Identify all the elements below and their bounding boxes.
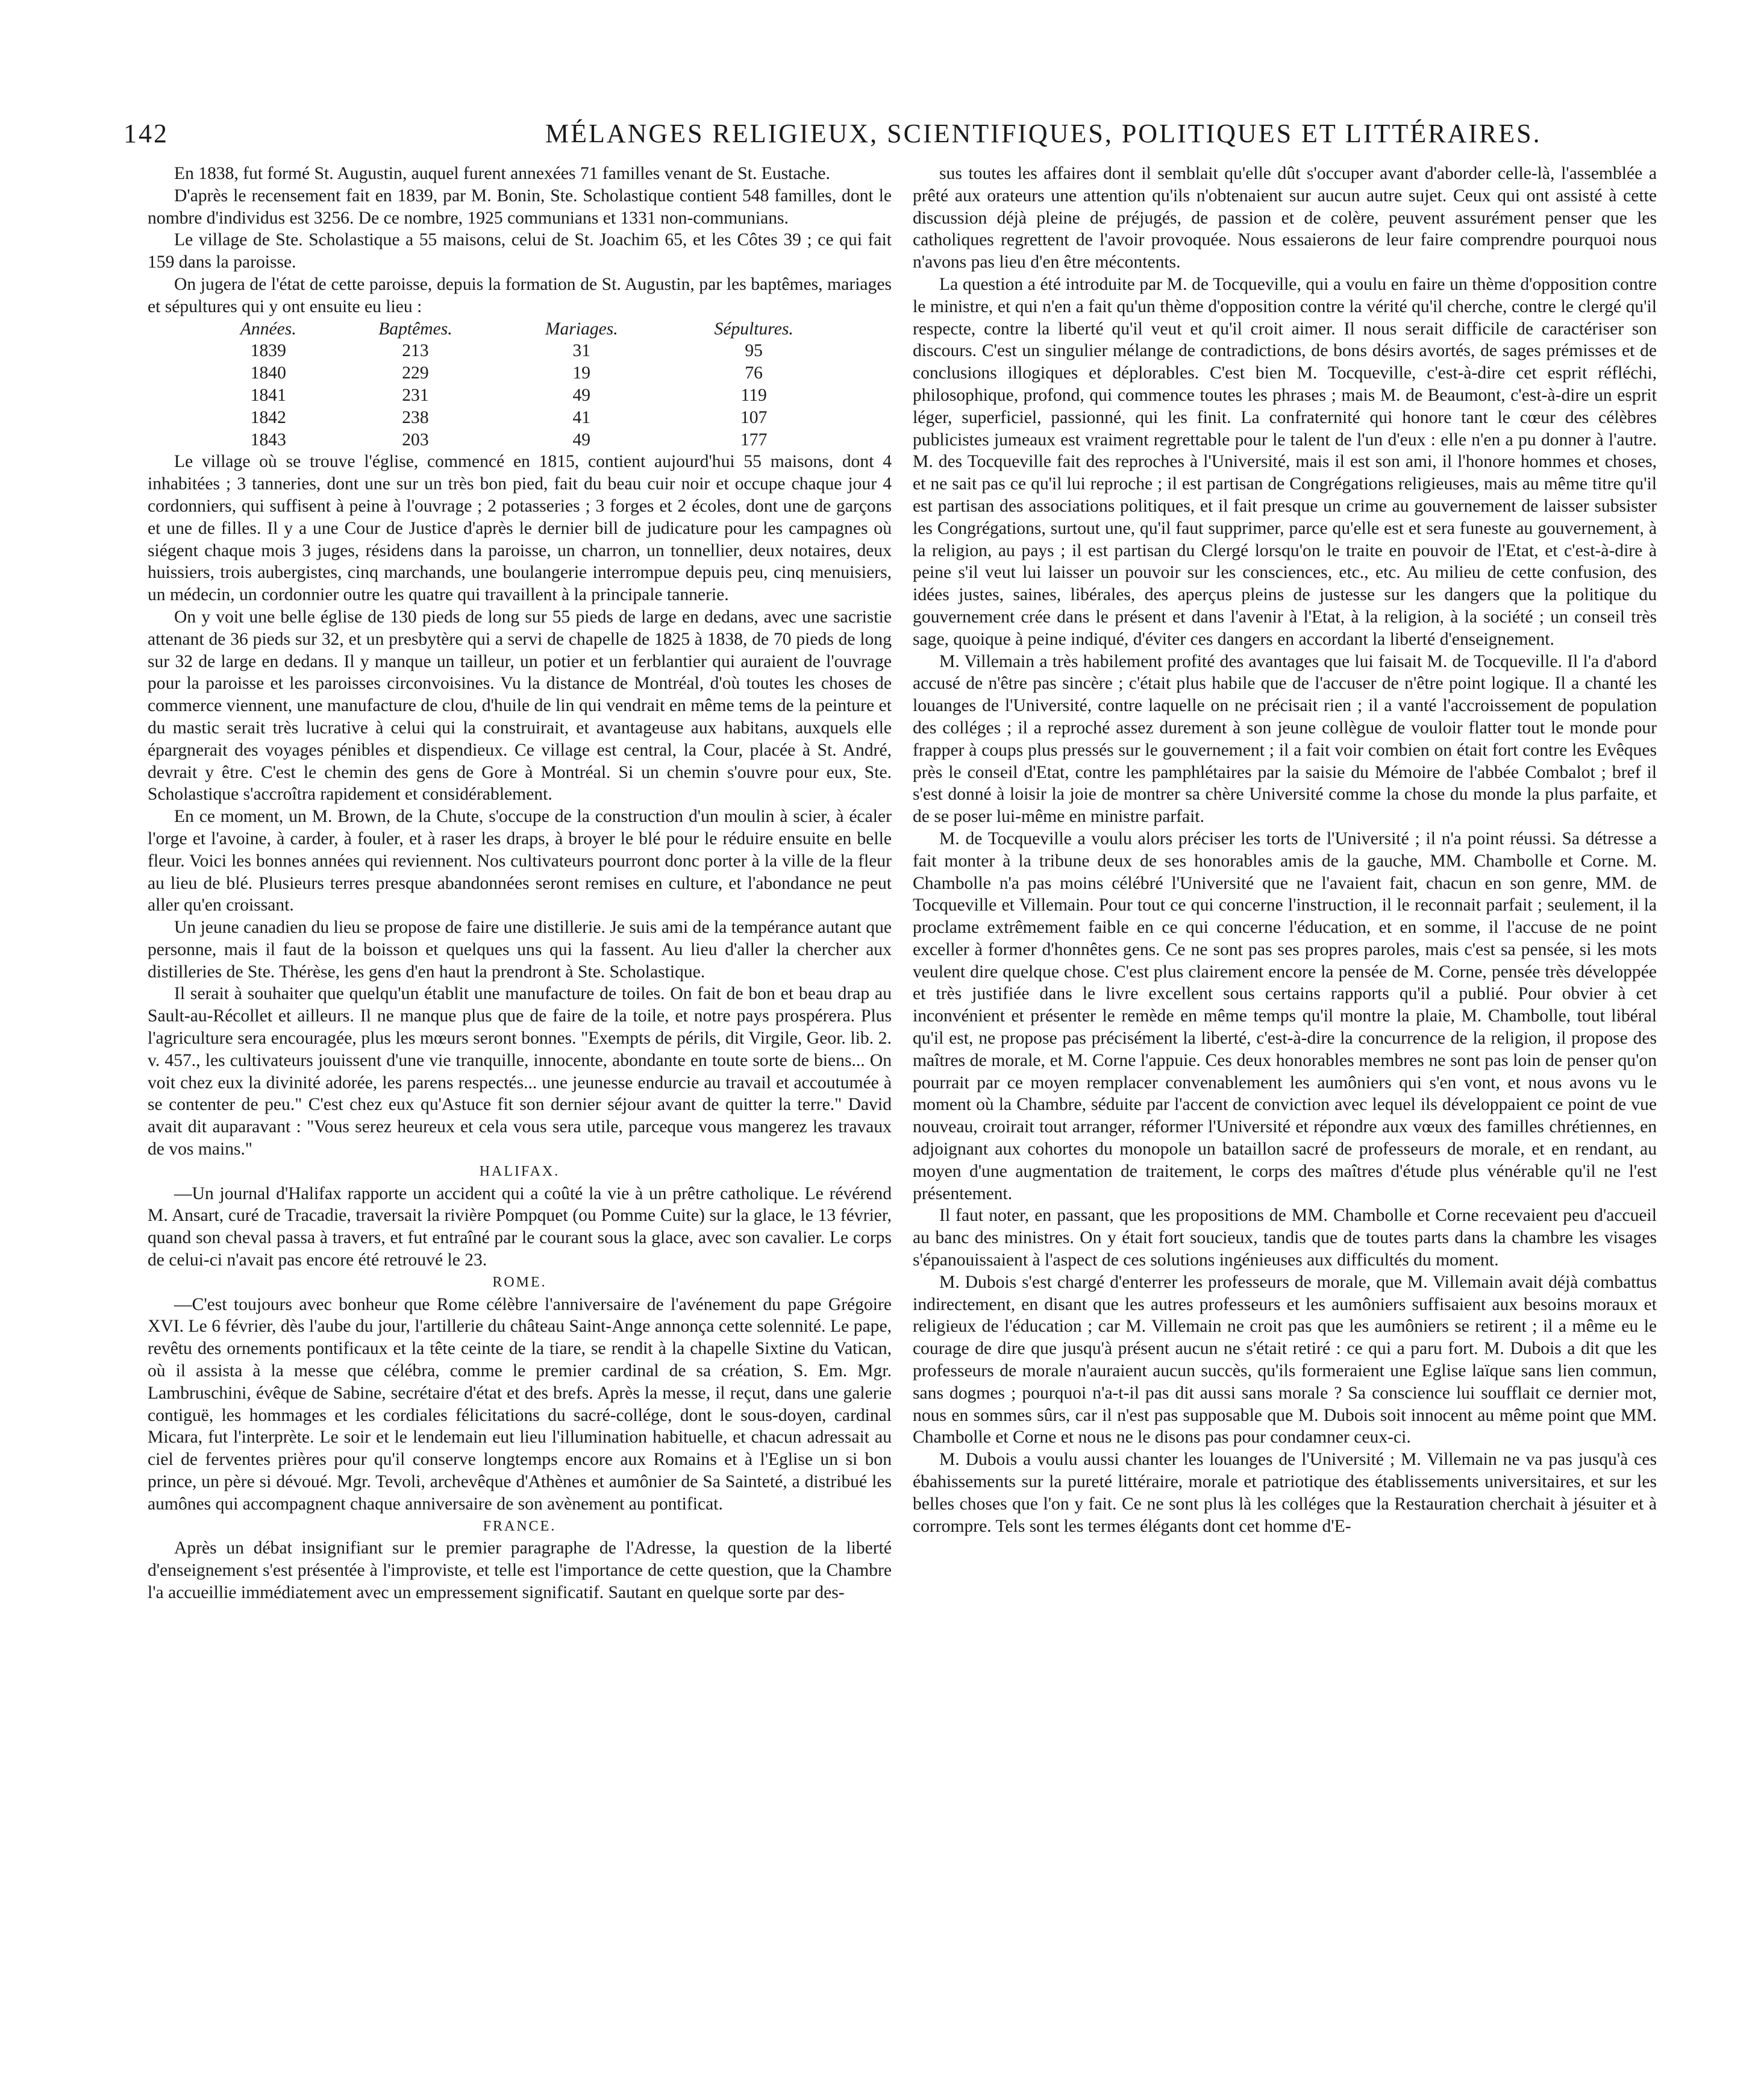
page-number: 142 xyxy=(124,119,169,148)
paragraph: Il serait à souhaiter que quelqu'un établit une manufacture de toiles. On fait de bon et beau drap au Sault-au-Récollet et ailleurs. Il ne manque plus que de faire de la toile, et notre pays prospérera. Plus l'agriculture sera encouragée, plus les mœurs seront bonnes. "Exempts de périls, dit Virgile, Geor. lib. 2. v. 457., les cultivateurs jouissent d'une vie tranquille, innocente, abondante en toute sorte de biens... On voit chez eux la divinité adorée, les parens respectés... une jeunesse endurcie au travail et accoutumée à se contenter de peu." C'est chez eux qu'Astuce fit son dernier séjour avant de quitter la terre." David avait dit auparavant : "Vous serez heureux et cela vous sera utile, parceque vous mangerez les travaux de vos mains." xyxy=(148,984,892,1159)
parish-statistics-table xyxy=(205,318,843,451)
column-header: Mariages. xyxy=(545,319,618,339)
paragraph: —Un journal d'Halifax rapporte un accident qui a coûté la vie à un prêtre catholique. Le révérend M. Ansart, curé de Tracadie, traversait la rivière Pompquet (ou Pomme Cuite) sur la glace, le 13 février, quand son cheval passa à travers, et fut entraîné par le courant sous la glace, avec son cavalier. Le corps de celui-ci n'avait pas encore été retrouvé le 23. xyxy=(148,1183,892,1270)
paragraph: En 1838, fut formé St. Augustin, auquel furent annexées 71 familles venant de St. Eustache. xyxy=(174,164,830,183)
marriages-cell: 41 xyxy=(572,407,591,427)
table-row xyxy=(205,384,843,407)
table-row xyxy=(205,340,843,362)
column-header: Baptêmes. xyxy=(378,319,452,339)
baptisms-cell: 203 xyxy=(402,430,429,450)
burials-cell: 177 xyxy=(740,430,768,450)
baptisms-cell: 231 xyxy=(402,385,429,405)
column-header: Sépultures. xyxy=(714,319,793,339)
right-column xyxy=(913,163,1657,2085)
paragraph: M. Villemain a très habilement profité des avantages que lui faisait M. de Tocqueville. Il l'a d'abord accusé de n'être pas sincère ; c'était plus habile que de l'accuser de n'être point logique. Il a chanté les louanges de l'Université, contre laquelle on ne précisait rien ; il a vanté l'accroissement de population des colléges ; il a reproché assez durement à son jeune collègue de vouloir flatter tout le monde pour frapper à coups plus pressés sur le gouvernement ; il a fait voir combien on était fort contre les Evêques près le conseil d'Etat, contre les pamphlétaires par la saisie du Mémoire de l'abbée Combalot ; bref il s'est donné à loisir la joie de montrer sa chère Université comme la chose du monde la plus parfaite, et de se poser lui-même en ministre parfait. xyxy=(913,651,1657,827)
baptisms-cell: 213 xyxy=(402,341,429,361)
section-heading-rome: ROME. xyxy=(492,1274,547,1290)
section-heading-france: FRANCE. xyxy=(483,1518,557,1534)
paragraph: D'après le recensement fait en 1839, par M. Bonin, Ste. Scholastique contient 548 familles, dont le nombre d'individus est 3256. De ce nombre, 1925 communians et 1331 non-communians. xyxy=(148,186,892,228)
table-row xyxy=(205,407,843,429)
paragraph: M. Dubois a voulu aussi chanter les louanges de l'Université ; M. Villemain ne va pas jusqu'à ces ébahissements sur la pureté littéraire, morale et patriotique des établissements universitaires, et sur les belles choses que l'on y fait. Ce ne sont plus là les colléges que la Restauration cherchait à jésuiter et à corrompre. Tels sont les termes élégants dont cet homme d'E- xyxy=(913,1450,1657,1536)
year-cell: 1840 xyxy=(250,363,286,383)
column-header: Années. xyxy=(240,319,296,339)
paragraph: En ce moment, un M. Brown, de la Chute, s'occupe de la construction d'un moulin à scier, à écaler l'orge et l'avoine, à carder, à fouler, et à raser les draps, à broyer le blé pour le réduire ensuite en belle fleur. Voici les bonnes années qui reviennent. Nos cultivateurs pourront donc porter à la ville de la fleur au lieu de blé. Plusieurs terres presque abandonnées seront remises en culture, et l'abondance ne peut aller qu'en croissant. xyxy=(148,807,892,915)
table-row xyxy=(205,362,843,384)
paragraph: Le village de Ste. Scholastique a 55 maisons, celui de St. Joachim 65, et les Côtes 39 ; ce qui fait 159 dans la paroisse. xyxy=(148,230,892,272)
burials-cell: 107 xyxy=(740,407,768,427)
left-column xyxy=(148,163,892,2085)
running-title: MÉLANGES RELIGIEUX, SCIENTIFIQUES, POLITIQUES ET LITTÉRAIRES. xyxy=(545,119,1542,148)
running-head xyxy=(124,118,1648,160)
burials-cell: 76 xyxy=(745,363,763,383)
table-row xyxy=(205,429,843,451)
year-cell: 1839 xyxy=(250,341,286,361)
paragraph: Un jeune canadien du lieu se propose de faire une distillerie. Je suis ami de la tempérance autant que personne, mais il faut de la boisson et quelques uns qui la fassent. Au lieu d'aller la chercher aux distilleries de Ste. Thérèse, les gens d'en haut la prendront à Ste. Scholastique. xyxy=(148,918,892,982)
burials-cell: 95 xyxy=(745,341,763,361)
paragraph: Après un débat insignifiant sur le premier paragraphe de l'Adresse, la question de la liberté d'enseignement s'est présentée à l'improviste, et telle est l'importance de cette question, que la Chambre l'a accueillie immédiatement avec un empressement significatif. Sautant en quelque sorte par des- xyxy=(148,1538,892,1602)
section-heading-halifax: HALIFAX. xyxy=(479,1163,560,1179)
paragraph: —C'est toujours avec bonheur que Rome célèbre l'anniversaire de l'avénement du pape Grégoire XVI. Le 6 février, dès l'aube du jour, l'artillerie du château Saint-Ange annonça cette solennité. Le pape, revêtu des ornements pontificaux et la tête ceinte de la tiare, se rendit à la chapelle Sixtine du Vatican, où il assista à la messe que célébra, comme le premier cardinal de sa création, S. Em. Mgr. Lambruschini, évêque de Sabine, secrétaire d'état et des brefs. Après la messe, il reçut, dans une galerie contiguë, les hommages et les cordiales félicitations du sacré-collége, dont le sous-doyen, cardinal Micara, fut l'interprète. Le soir et le lendemain eut lieu l'illumination habituelle, et chacun adressait au ciel de ferventes prières pour qu'il conserve longtemps encore aux Romains et à l'Eglise un si bon prince, un père si dévoué. Mgr. Tevoli, archevêque d'Athènes et aumônier de Sa Sainteté, a distribué les aumônes qui accompagnent chaque anniversaire de son avènement au pontificat. xyxy=(148,1294,892,1514)
paragraph: sus toutes les affaires dont il semblait qu'elle dût s'occuper avant d'aborder celle-là, l'assemblée a prêté aux orateurs une attention qu'ils n'obtenaient sur aucun autre sujet. Ceux qui ont assisté à cette discussion déjà pleine de préjugés, de passion et de colère, peuvent assurément penser que les catholiques regrettent de l'avoir provoquée. Nous essaierons de leur faire comprendre pourquoi nous n'avons pas lieu d'en être mécontents. xyxy=(913,164,1657,272)
marriages-cell: 19 xyxy=(572,363,591,383)
marriages-cell: 49 xyxy=(572,430,591,450)
table-header-row xyxy=(205,318,843,340)
burials-cell: 119 xyxy=(740,385,767,405)
marriages-cell: 31 xyxy=(572,341,591,361)
paragraph: Il faut noter, en passant, que les propositions de MM. Chambolle et Corne recevaient peu d'accueil au banc des ministres. On y était fort soucieux, tandis que de toutes parts dans la chambre les visages s'épanouissaient à l'aspect de ces solutions ingénieuses aux difficultés du moment. xyxy=(913,1206,1657,1270)
paragraph: M. Dubois s'est chargé d'enterrer les professeurs de morale, que M. Villemain avait déjà combattus indirectement, en disant que les autres professeurs et les aumôniers suffisaient aux besoins moraux et religieux de l'éducation ; car M. Villemain ne croit pas que les aumôniers se retirent ; il a même eu le courage de dire que jusqu'à présent aucun ne s'était retiré : ce qui a paru fort. M. Dubois a dit que les professeurs de morale n'auraient aucun succès, qu'ils formeraient une Eglise laïque sans lien commun, sans dogmes ; pourquoi n'a-t-il pas dit aussi sans morale ? Sa conscience lui soufflait ce dernier mot, nous en sommes sûrs, car il n'est pas supposable que M. Dubois soit innocent au même point que MM. Chambolle et Corne et nous ne le disons pas pour condamner ceux-ci. xyxy=(913,1272,1657,1447)
baptisms-cell: 238 xyxy=(402,407,429,427)
paragraph: On y voit une belle église de 130 pieds de long sur 55 pieds de large en dedans, avec une sacristie attenant de 36 pieds sur 32, et un presbytère qui a servi de chapelle de 1825 à 1838, de 70 pieds de long sur 32 de large en dedans. Il y manque un tailleur, un potier et un ferblantier qui auraient de l'ouvrage pour la paroisse et les paroisses circonvoisines. Vu la distance de Montréal, d'où toutes les choses de commerce viennent, une manufacture de clou, d'huile de lin qui vendrait en même tems de la peinture et du mastic serait très lucrative à celui qui la construirait, et avantageuse aux habitans, auxquels elle épargnerait des voyages pénibles et dispendieux. Ce village est central, la Cour, placée à St. André, devrait y être. C'est le chemin des gens de Gore à Montréal. Si un chemin s'ouvre pour eux, Ste. Scholastique s'accroîtra rapidement et considérablement. xyxy=(148,607,892,804)
year-cell: 1843 xyxy=(250,430,286,450)
year-cell: 1842 xyxy=(250,407,286,427)
paragraph: On jugera de l'état de cette paroisse, depuis la formation de St. Augustin, par les baptêmes, mariages et sépultures qui y ont ensuite eu lieu : xyxy=(148,274,892,316)
paragraph: La question a été introduite par M. de Tocqueville, qui a voulu en faire un thème d'opposition contre le ministre, et qui n'en a fait qu'un thème d'opposition contre la vérité qu'il cherche, contre le clergé qu'il respecte, contre la liberté qu'il veut et qu'il croit aimer. Il nous serait difficile de caractériser son discours. C'est un singulier mélange de contradictions, de bons désirs avortés, de sages prémisses et de conclusions illogiques et déplorables. C'est bien M. Tocqueville, c'est-à-dire cet esprit réfléchi, philosophique, profond, qui commence toutes les phrases ; mais M. de Beaumont, c'est-à-dire un esprit léger, superficiel, passionné, qui les finit. La confraternité qui honore tant le cœur des célèbres publicistes jumeaux est vraiment regrettable pour le talent de l'un d'eux : elle n'en a pu donner à l'autre. M. des Tocqueville fait des reproches à l'Université, mais il est son ami, il l'honore hommes et choses, et ne sait pas ce qu'il lui reproche ; il est partisan de Congrégations religieuses, mais au même titre qu'il est partisan des associations politiques, et il fait presque un crime au gouvernement de laisser subsister les Congrégations, surtout une, qu'il faut supprimer, parce qu'elle est et sera funeste au gouvernement, à la religion, au pays ; il est partisan du Clergé lorsqu'on le traite en pouvoir de l'Etat, et c'est-à-dire à peine s'il veut lui laisser un pouvoir sur les consciences, etc., etc. Au milieu de cette confusion, des idées justes, saines, libérales, des aperçus pleins de justesse sur les dangers que la politique du gouvernement crée dans le présent et dans l'avenir à l'Etat, à la religion, à la société ; un conseil très sage, quoique à peine indiqué, d'éviter ces dangers en accordant la liberté d'enseignement. xyxy=(913,274,1657,649)
year-cell: 1841 xyxy=(250,385,286,405)
paragraph: M. de Tocqueville a voulu alors préciser les torts de l'Université ; il n'a point réussi. Sa détresse a fait monter à la tribune deux de ses honorables amis de la gauche, MM. Chambolle et Corne. M. Chambolle n'a pas moins célébré l'Université que ne l'avaient fait, chacun en son genre, MM. de Tocqueville et Villemain. Pour tout ce qui concerne l'instruction, il le reconnait parfait ; seulement, il la proclame extrêmement faible en ce qui concerne l'éducation, et en somme, il l'accuse de ne point exceller à former d'honnêtes gens. Ce ne sont pas ses propres paroles, mais c'est sa pensée, si les mots veulent dire quelque chose. C'est plus clairement encore la pensée de M. Corne, pensée très développée et très justifiée dans le livre excellent sous certains rapports qu'il a publié. Pour obvier à cet inconvénient et présenter le remède en même temps qu'il montre la plaie, M. Chambolle, tout libéral qu'il est, ne propose pas précisément la liberté, c'est-à-dire la concurrence de la religion, il propose des maîtres de morale, et M. Corne l'appuie. Ces deux honorables membres ne sont pas loin de penser qu'on pourrait par ce moyen remplacer convenablement les aumôniers qui s'en vont, et nous avons vu le moment où la Chambre, séduite par l'accent de conviction avec lequel ils développaient ce point de vue nouveau, croirait tout arranger, réformer l'Université et répondre aux vœux des familles chrétiennes, en adjoignant aux cohortes du monopole un bataillon sacré de professeurs de morale, et en rendant, au moyen d'une augmentation de traitement, le corps des maîtres d'étude plus vénérable qu'il ne l'est présentement. xyxy=(913,829,1657,1203)
baptisms-cell: 229 xyxy=(402,363,429,383)
marriages-cell: 49 xyxy=(572,385,591,405)
paragraph: Le village où se trouve l'église, commencé en 1815, contient aujourd'hui 55 maisons, dont 4 inhabitées ; 3 tanneries, dont une sur un très bon pied, fait du beau cuir noir et occupe chaque jour 4 cordonniers, qui suffisent à peine à l'ouvrage ; 2 potasseries ; 3 forges et 2 écoles, dont une de garçons et une de filles. Il y a une Cour de Justice d'après le dernier bill de judicature pour les campagnes où siégent chaque mois 3 juges, résidens dans la paroisse, un charron, un tonnellier, deux notaires, deux huissiers, trois aubergistes, cinq marchands, une boulangerie interrompue depuis peu, cinq menuisiers, un médecin, un cordonnier outre les quatre qui travaillent à la principale tannerie. xyxy=(148,452,892,605)
